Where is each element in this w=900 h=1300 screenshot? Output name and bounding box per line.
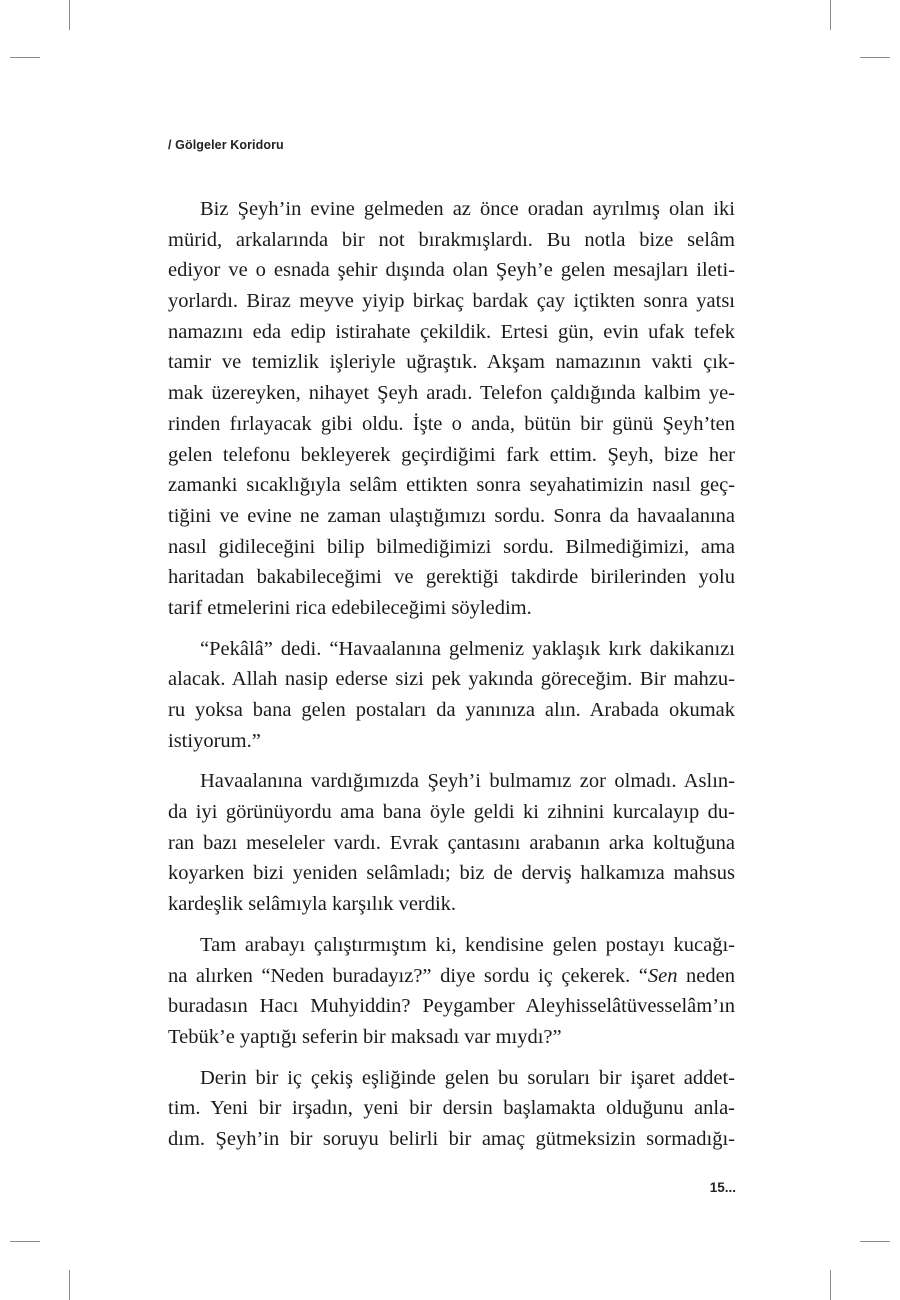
- crop-mark: [69, 1270, 70, 1300]
- text-line: da iyi görünüyordu ama bana öyle geldi ki zihnini kurcalayıp du-: [168, 801, 735, 824]
- text-line: tim. Yeni bir irşadın, yeni bir dersin başlamakta olduğunu anla-: [168, 1097, 735, 1120]
- text-run: neden: [677, 964, 735, 987]
- paragraph: [168, 634, 735, 757]
- crop-mark: [69, 0, 70, 30]
- text-line: zamanki sıcaklığıyla selâm ettikten sonra seyahatimizin nasıl geç-: [168, 474, 735, 497]
- text-line: tamir ve temizlik işleriyle uğraştık. Akşam namazının vakti çık-: [168, 351, 735, 374]
- paragraph: [168, 1063, 735, 1155]
- crop-mark: [10, 57, 40, 58]
- crop-mark: [10, 1241, 40, 1242]
- paragraph: [168, 930, 735, 1053]
- text-line: mürid, arkalarında bir not bırakmışlardı. Bu notla bize selâm: [168, 228, 735, 251]
- text-line: Biz Şeyh’in evine gelmeden az önce oradan ayrılmış olan iki: [200, 198, 735, 220]
- text-line: “Pekâlâ” dedi. “Havaalanına gelmeniz yaklaşık kırk dakikanızı: [200, 637, 735, 660]
- text-line: ediyor ve o esnada şehir dışında olan Şeyh’e gelen mesajları ileti-: [168, 259, 735, 282]
- text-line: koyarken bizi yeniden selâmladı; biz de derviş halkamıza mahsus: [168, 862, 735, 885]
- text-line: tarif etmelerini rica edebileceğimi söyledim.: [168, 596, 532, 619]
- page-number: 15...: [709, 1180, 736, 1195]
- text-line: gelen telefonu bekleyerek geçirdiğimi fark ettim. Şeyh, bize her: [168, 443, 735, 466]
- paragraph: [168, 194, 735, 624]
- text-line: nasıl gidileceğini bilip bilmediğimizi sordu. Bilmediğimizi, ama: [168, 535, 735, 558]
- italic-word: Sen: [647, 964, 678, 987]
- text-line: yorlardı. Biraz meyve yiyip birkaç bardak çay içtikten sonra yatsı: [168, 290, 735, 313]
- text-line: rinden fırlayacak gibi oldu. İşte o anda, bütün bir günü Şeyh’ten: [168, 412, 735, 435]
- text-line: alacak. Allah nasip ederse sizi pek yakında göreceğim. Bir mahzu-: [168, 668, 735, 691]
- text-line: haritadan bakabileceğimi ve gerektiği takdirde birilerinden yolu: [168, 566, 735, 589]
- running-head: / Gölgeler Koridoru: [168, 138, 284, 152]
- paragraph: [168, 766, 735, 919]
- text-line: ran bazı meseleler vardı. Evrak çantasını arabanın arka koltuğuna: [168, 831, 735, 854]
- text-line: namazını eda edip istirahate çekildik. Ertesi gün, evin ufak tefek: [168, 320, 735, 343]
- text-line: Tebük’e yaptığı seferin bir maksadı var mıydı?”: [168, 1025, 562, 1048]
- text-line: dım. Şeyh’in bir soruyu belirli bir amaç gütmeksizin sormadığı-: [168, 1127, 735, 1150]
- crop-mark: [860, 57, 890, 58]
- crop-mark: [830, 1270, 831, 1300]
- text-line: tiğini ve evine ne zaman ulaştığımızı sordu. Sonra da havaalanına: [168, 504, 735, 527]
- text-line: [168, 961, 735, 992]
- text-line: mak üzereyken, nihayet Şeyh aradı. Telefon çaldığında kalbim ye-: [168, 382, 735, 405]
- text-line: buradasın Hacı Muhyiddin? Peygamber Aleyhisselâtüvesselâm’ın: [168, 995, 735, 1018]
- text-line: kardeşlik selâmıyla karşılık verdik.: [168, 893, 457, 916]
- crop-mark: [860, 1241, 890, 1242]
- text-line: Derin bir iç çekiş eşliğinde gelen bu soruları bir işaret addet-: [200, 1066, 735, 1089]
- text-line: Tam arabayı çalıştırmıştım ki, kendisine gelen postayı kucağı-: [200, 933, 735, 956]
- body-text: [168, 194, 735, 1165]
- text-line: Havaalanına vardığımızda Şeyh’i bulmamız zor olmadı. Aslın-: [200, 770, 735, 793]
- text-line: istiyorum.”: [168, 729, 261, 752]
- crop-mark: [830, 0, 831, 30]
- text-line: ru yoksa bana gelen postaları da yanınıza alın. Arabada okumak: [168, 699, 735, 721]
- text-run: na alırken “Neden buradayız?” diye sordu iç çekerek. “: [168, 964, 648, 987]
